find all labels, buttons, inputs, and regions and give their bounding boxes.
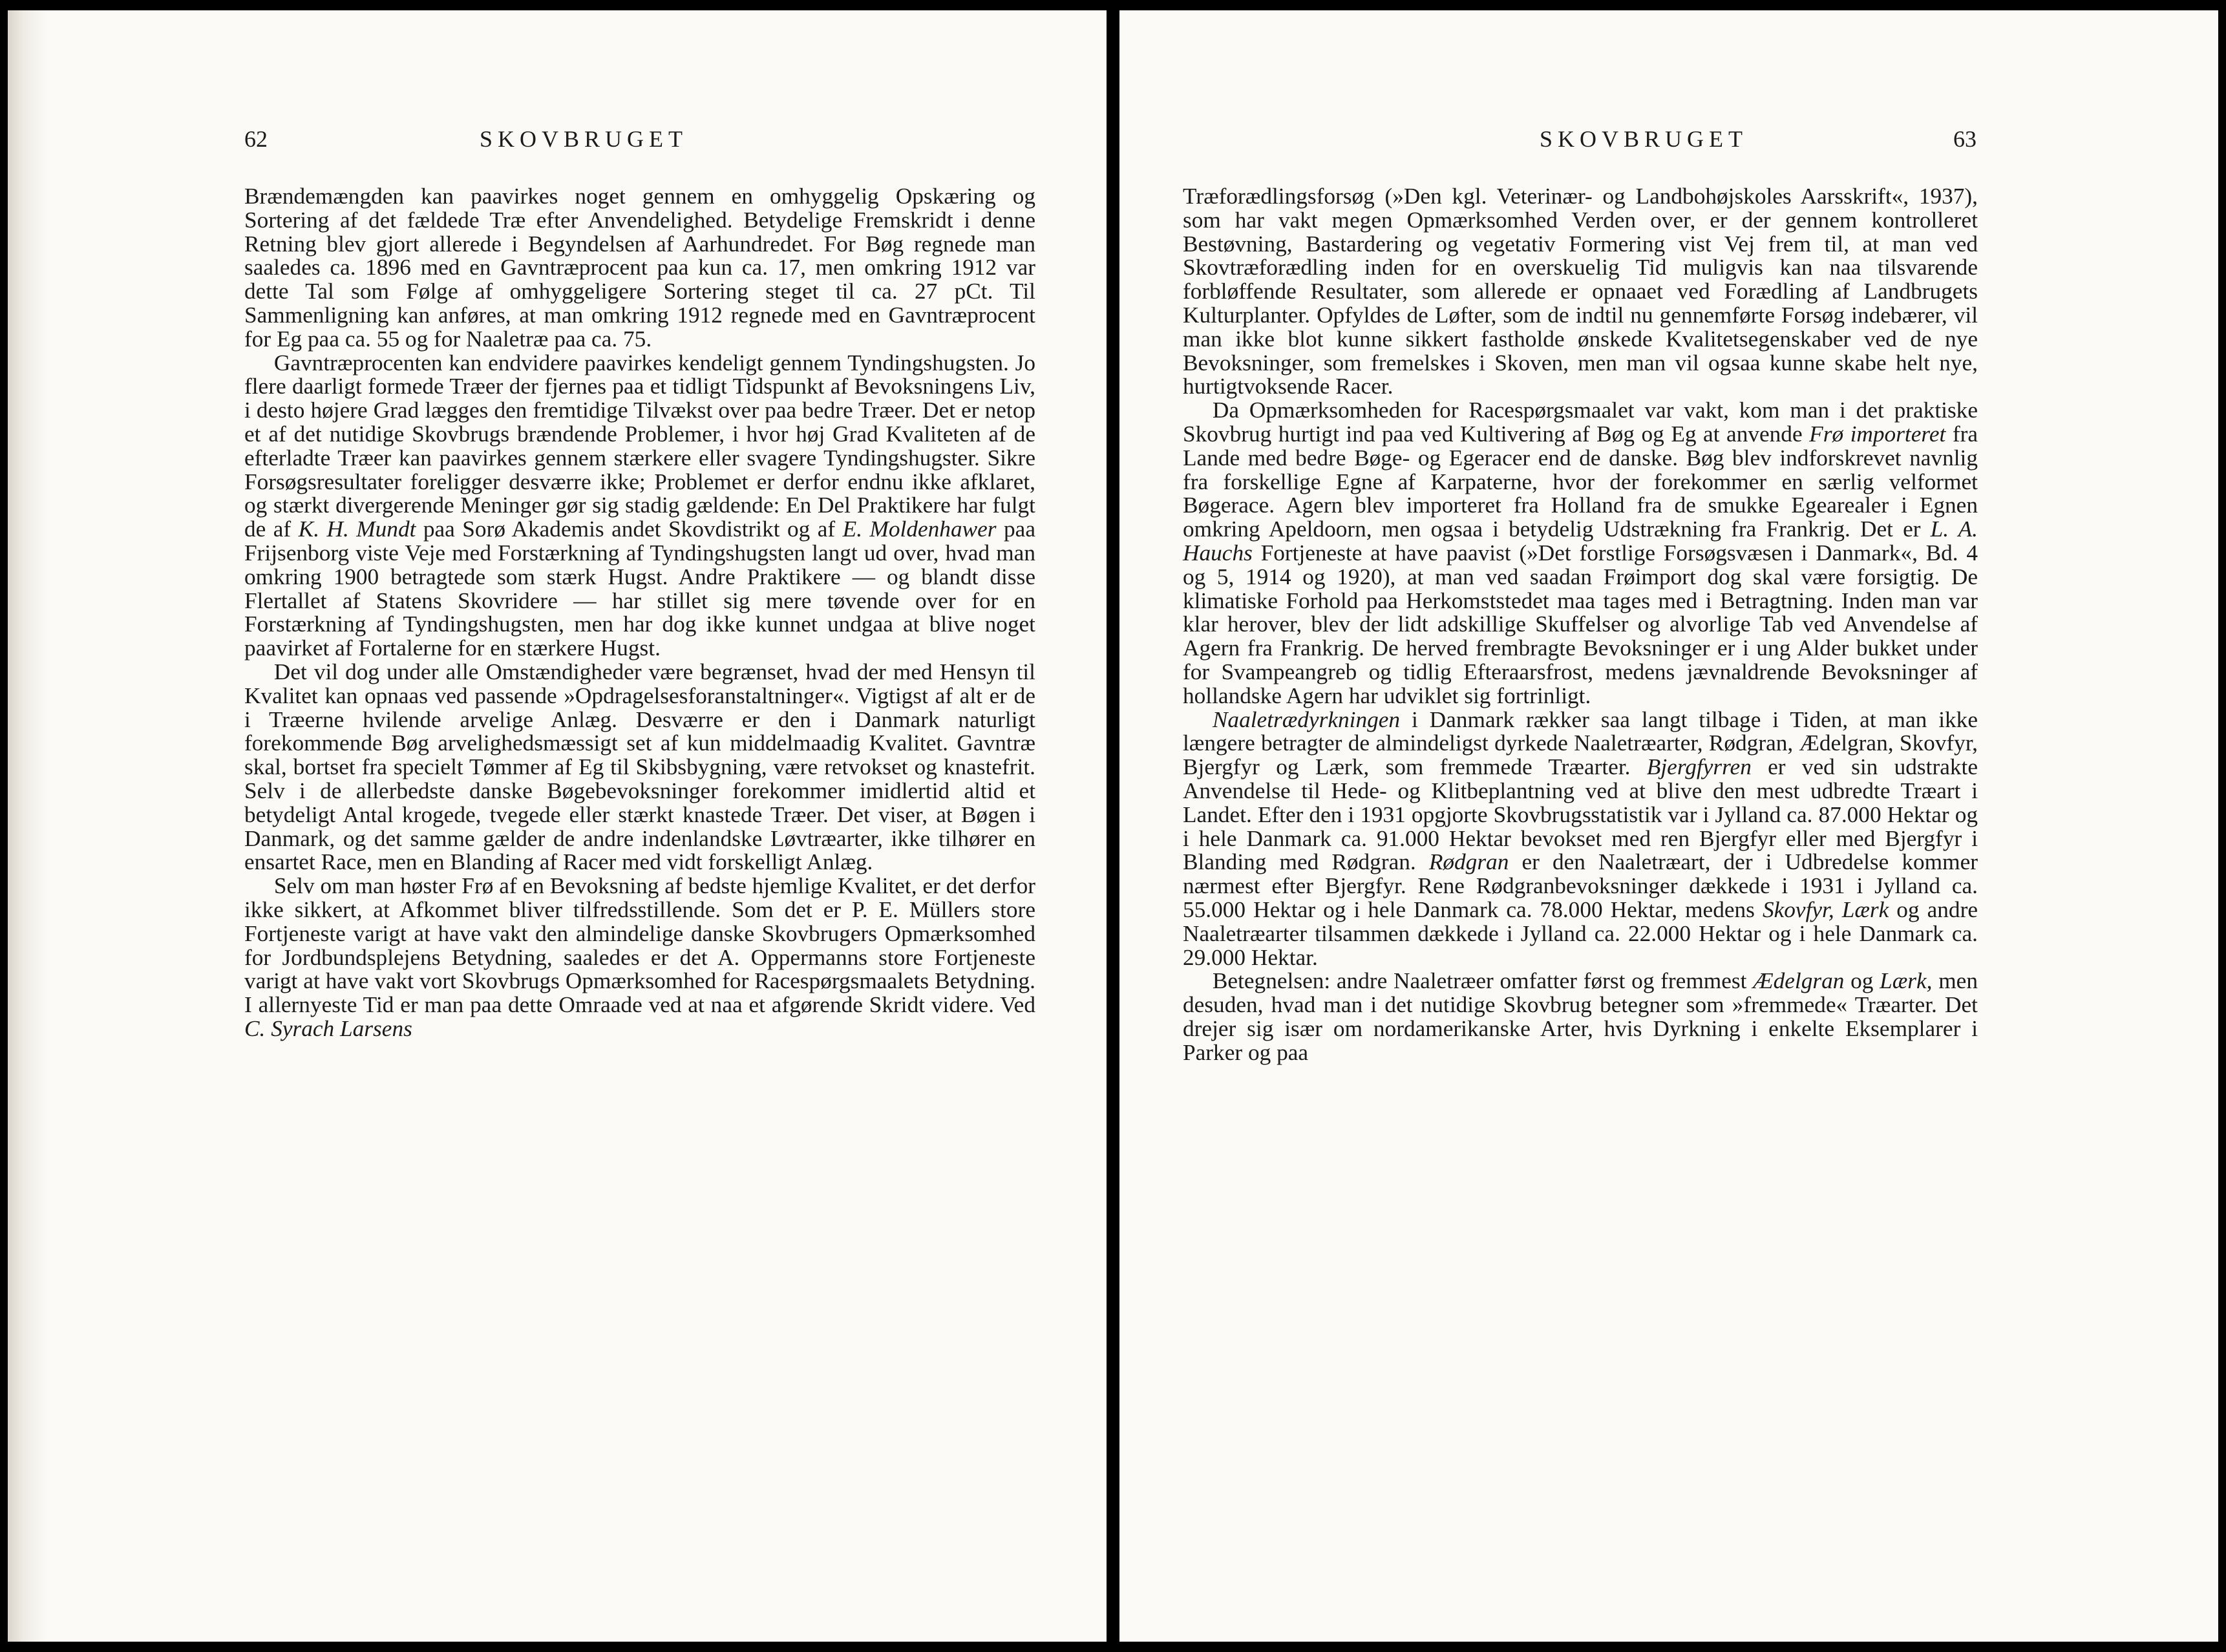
page-edge-shadow <box>8 10 47 1642</box>
paragraph: Da Opmærksomheden for Racespørgsmaalet var vakt, kom man i det praktiske Skovbrug hurtigt ind paa ved Kultivering af Bøg og Eg at anvende Frø importeret fra Lande med bedre Bøge- og Egeracer end de danske. Bøg blev indforskrevet navnlig fra forskellige Egne af Karpaterne, hvor der forekommer en særlig velformet Bøgerace. Agern blev importeret fra Holland fra de smukke Egearealer i Egnen omkring Apeldoorn, men ogsaa i betydelig Udstrækning fra Frankrig. Det er L. A. Hauchs Fortjeneste at have paavist (»Det forstlige Forsøgsvæsen i Danmark«, Bd. 4 og 5, 1914 og 1920), at man ved saadan Frøimport dog skal være forsigtig. De klimatiske Forhold paa Herkomststedet maa tages med i Betragtning. Inden man var klar herover, blev der lidt adskillige Skuffelser og alvorlige Tab ved Anvendelse af Agern fra Frankrig. De herved frembragte Bevoksninger er i ung Alder bukket under for Svampeangreb og tidlig Efteraarsfrost, medens jævnaldrende Bevoksninger af hollandske Agern har udviklet sig fortrinligt. <box>1183 397 1978 708</box>
body-text <box>1183 185 1978 1064</box>
paragraph: Betegnelsen: andre Naaletræer omfatter først og fremmest Ædelgran og Lærk, men desuden, hvad man i det nutidige Skovbrug betegner som »fremmede« Træarter. Det drejer sig især om nordamerikanske Arter, hvis Dyrkning i enkelte Eksemplarer i Parker og paa <box>1183 968 1978 1065</box>
running-head: SKOVBRUGET <box>480 126 688 152</box>
paragraph: Træforædlingsforsøg (»Den kgl. Veterinær- og Landbohøjskoles Aarsskrift«, 1937), som har vakt megen Opmærksomhed Verden over, er der gennem kontrolleret Bestøvning, Bastardering og vegetativ Formering vist Vej frem til, at man ved Skovtræforædling inden for en overskuelig Tid muligvis kan naa tilsvarende forbløffende Resultater, som allerede er opnaaet ved Forædling af Landbrugets Kulturplanter. Opfyldes de Løfter, som de indtil nu gennemførte Forsøg indebærer, vil man ikke blot kunne sikkert fastholde ønskede Kvalitetsegenskaber ved de nye Bevoksninger, som fremelskes i Skoven, men man vil ogsaa kunne skabe helt nye, hurtigtvoksende Racer. <box>1183 184 1978 399</box>
right-page <box>1119 10 2218 1642</box>
running-head: SKOVBRUGET <box>1540 126 1748 152</box>
page-number: 63 <box>1953 126 1977 152</box>
paragraph: Brændemængden kan paavirkes noget gennem en omhyggelig Opskæring og Sortering af det fældede Træ efter Anvendelighed. Betydelige Fremskridt i denne Retning blev gjort allerede i Begyndelsen af Aarhundredet. For Bøg regnede man saaledes ca. 1896 med en Gavntræprocent paa kun ca. 17, men omkring 1912 var dette Tal som Følge af omhyggeligere Sortering steget til ca. 27 pCt. Til Sammenligning kan anføres, at man omkring 1912 regnede med en Gavntræprocent for Eg paa ca. 55 og for Naaletræ paa ca. 75. <box>244 184 1035 352</box>
paragraph: Selv om man høster Frø af en Bevoksning af bedste hjemlige Kvalitet, er det derfor ikke sikkert, at Afkommet bliver tilfredsstillende. Som det er P. E. Müllers store Fortjeneste varigt at have vakt den almindelige danske Skovbrugers Opmærksomhed for Jordbundsplejens Betydning, saaledes er det A. Oppermanns store Fortjeneste varigt at have vakt vort Skovbrugs Opmærksomhed for Racespørgsmaalets Betydning. I allernyeste Tid er man paa dette Omraade ved at naa et afgørende Skridt videre. Ved C. Syrach Larsens <box>244 873 1035 1041</box>
body-text <box>244 185 1035 1041</box>
paragraph: Det vil dog under alle Omstændigheder være begrænset, hvad der med Hensyn til Kvalitet kan opnaas ved passende »Opdragelsesforanstaltninger«. Vigtigst af alt er de i Træerne hvilende arvelige Anlæg. Desværre er den i Danmark naturligt forekommende Bøg arvelighedsmæssigt set af kun middelmaadig Kvalitet. Gavntræ skal, bortset fra specielt Tømmer af Eg til Skibsbygning, være retvokset og knastefrit. Selv i de allerbedste danske Bøgebevoksninger forekommer imidlertid altid et betydeligt Antal krogede, tvegede eller stærkt knastede Træer. Det viser, at Bøgen i Danmark, og det samme gælder de andre indenlandske Løvtræarter, ikke tilhører en ensartet Race, men en Blanding af Racer med vidt forskelligt Anlæg. <box>244 659 1035 875</box>
left-page <box>8 10 1107 1642</box>
paragraph: Naaletrædyrkningen i Danmark rækker saa langt tilbage i Tiden, at man ikke længere betragter de almindeligst dyrkede Naaletræarter, Rødgran, Ædelgran, Skovfyr, Bjergfyr og Lærk, som fremmede Træarter. Bjergfyrren er ved sin udstrakte Anvendelse til Hede- og Klitbeplantning ved at blive den mest udbredte Træart i Landet. Efter den i 1931 opgjorte Skovbrugsstatistik var i Jylland ca. 87.000 Hektar og i hele Danmark ca. 91.000 Hektar bevokset med ren Bjergfyr eller med Bjergfyr i Blanding med Rødgran. Rødgran er den Naaletræart, der i Udbredelse kommer nærmest efter Bjergfyr. Rene Rødgranbevoksninger dækkede i 1931 i Jylland ca. 55.000 Hektar og i hele Danmark ca. 78.000 Hektar, medens Skovfyr, Lærk og andre Naaletræarter tilsammen dækkede i Jylland ca. 22.000 Hektar og i hele Danmark ca. 29.000 Hektar. <box>1183 706 1978 970</box>
page-number: 62 <box>244 126 268 152</box>
paragraph: Gavntræprocenten kan endvidere paavirkes kendeligt gennem Tyndingshugsten. Jo flere daarligt formede Træer der fjernes paa et tidligt Tidspunkt af Bevoksningens Liv, i desto højere Grad lægges den fremtidige Tilvækst over paa bedre Træer. Det er netop et af det nutidige Skovbrugs brændende Problemer, i hvor høj Grad Kvaliteten af de efterladte Træer kan paavirkes gennem stærkere eller svagere Tyndingshugster. Sikre Forsøgsresultater foreligger desværre ikke; Problemet er derfor endnu ikke afklaret, og stærkt divergerende Meninger gør sig stadig gældende: En Del Praktikere har fulgt de af K. H. Mundt paa Sorø Akademis andet Skovdistrikt og af E. Moldenhawer paa Frijsenborg viste Veje med Forstærkning af Tyndingshugsten langt ud over, hvad man omkring 1900 betragtede som stærk Hugst. Andre Praktikere — og blandt disse Flertallet af Statens Skovridere — har stillet sig mere tøvende over for en Forstærkning af Tyndingshugsten, men har dog ikke kunnet undgaa at blive noget paavirket af Fortalerne for en stærkere Hugst. <box>244 350 1035 661</box>
